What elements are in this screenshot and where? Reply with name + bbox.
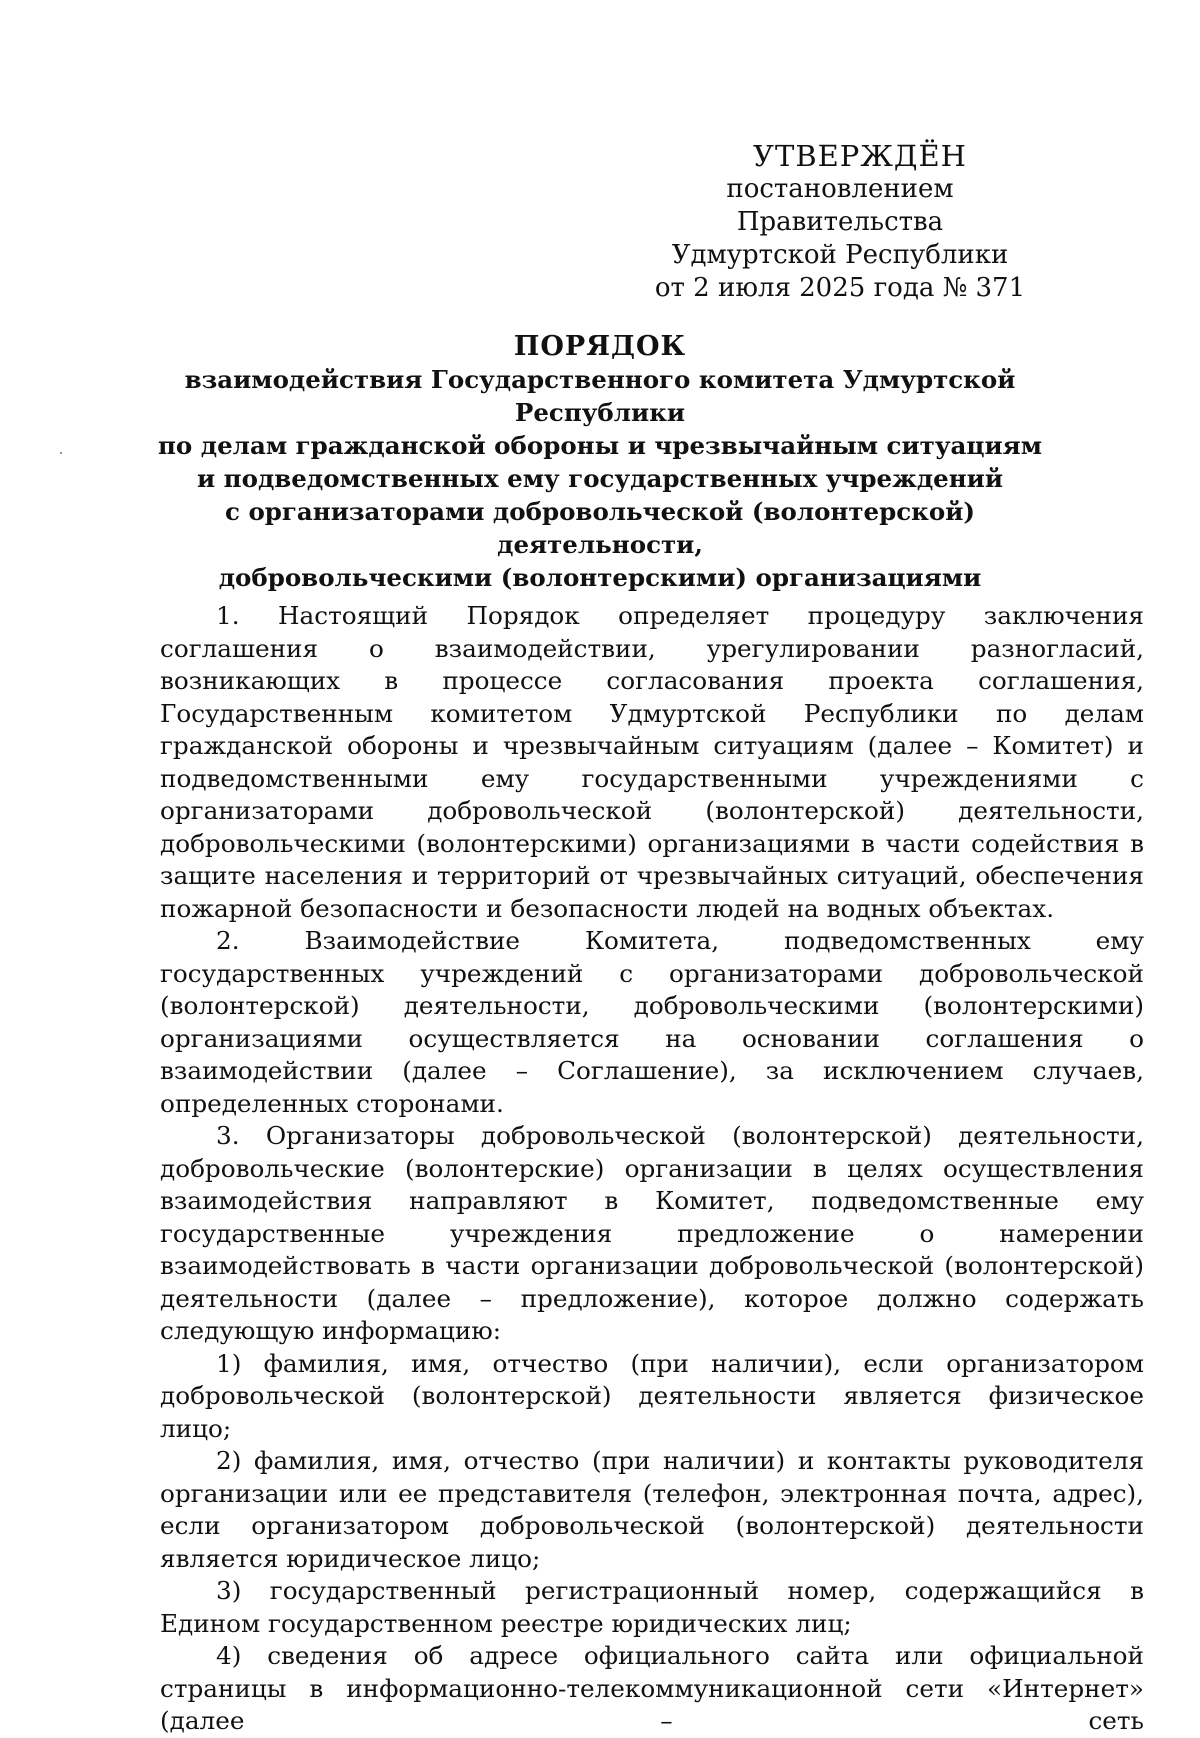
document-title: ПОРЯДОК xyxy=(513,331,687,362)
approval-line: постановлением Правительства xyxy=(726,174,954,237)
approval-heading: УТВЕРЖДЁН xyxy=(753,139,967,173)
approval-stamp-block xyxy=(640,140,1040,305)
paragraph-2: 2. Взаимодействие Комитета, подведомственных ему государственных учреждений с организаторами добровольческой (волонтерской) деятельности, добровольческими (волонтерскими) организациями осуществляется на основании соглашения о взаимодействии (далее – Соглашение), за исключением случаев, определенных сторонами. xyxy=(160,926,1144,1118)
scan-mark xyxy=(60,452,62,454)
approval-line: Удмуртской Республики xyxy=(671,240,1009,270)
document-subtitle-line: взаимодействия Государственного комитета Удмуртской Республики xyxy=(184,365,1016,427)
list-item-4: 4) сведения об адресе официального сайта или официальной страницы в информационно-телекоммуникационной сети «Интернет» (далее – сеть xyxy=(160,1641,1144,1735)
document-subtitle-line: с организаторами добровольческой (волонтерской) деятельности, xyxy=(225,497,975,559)
document-body xyxy=(160,600,1144,1738)
paragraph-1: 1. Настоящий Порядок определяет процедуру заключения соглашения о взаимодействии, урегулировании разногласий, возникающих в процессе согласования проекта соглашения, Государственным комитетом Удмуртской Республики по делам гражданской обороны и чрезвычайным ситуациям (далее – Комитет) и подведомственными ему государственными учреждениями с организаторами добровольческой (волонтерской) деятельности, добровольческими (волонтерскими) организациями в части содействия в защите населения и территорий от чрезвычайных ситуаций, обеспечения пожарной безопасности и безопасности людей на водных объектах. xyxy=(160,601,1144,923)
list-item-1: 1) фамилия, имя, отчество (при наличии), если организатором добровольческой (волонтерской) деятельности является физическое лицо; xyxy=(160,1348,1144,1443)
approval-date-number: от 2 июля 2025 года № 371 xyxy=(654,273,1026,303)
list-item-2: 2) фамилия, имя, отчество (при наличии) и контакты руководителя организации или ее представителя (телефон, электронная почта, адрес), если организатором добровольческой (волонтерской) деятельности является юридическое лицо; xyxy=(160,1446,1144,1573)
document-heading xyxy=(140,330,1060,594)
list-item-3: 3) государственный регистрационный номер, содержащийся в Едином государственном реестре юридических лиц; xyxy=(160,1576,1144,1638)
document-subtitle-line: добровольческими (волонтерскими) организациями xyxy=(218,563,982,592)
document-subtitle-line: по делам гражданской обороны и чрезвычайным ситуациям xyxy=(157,431,1043,460)
paragraph-3: 3. Организаторы добровольческой (волонтерской) деятельности, добровольческие (волонтерские) организации в целях осуществления взаимодействия направляют в Комитет, подведомственные ему государственные учреждения предложение о намерении взаимодействовать в части организации добровольческой (волонтерской) деятельности (далее – предложение), которое должно содержать следующую информацию: xyxy=(160,1121,1144,1345)
document-subtitle-line: и подведомственных ему государственных учреждений xyxy=(196,464,1004,493)
